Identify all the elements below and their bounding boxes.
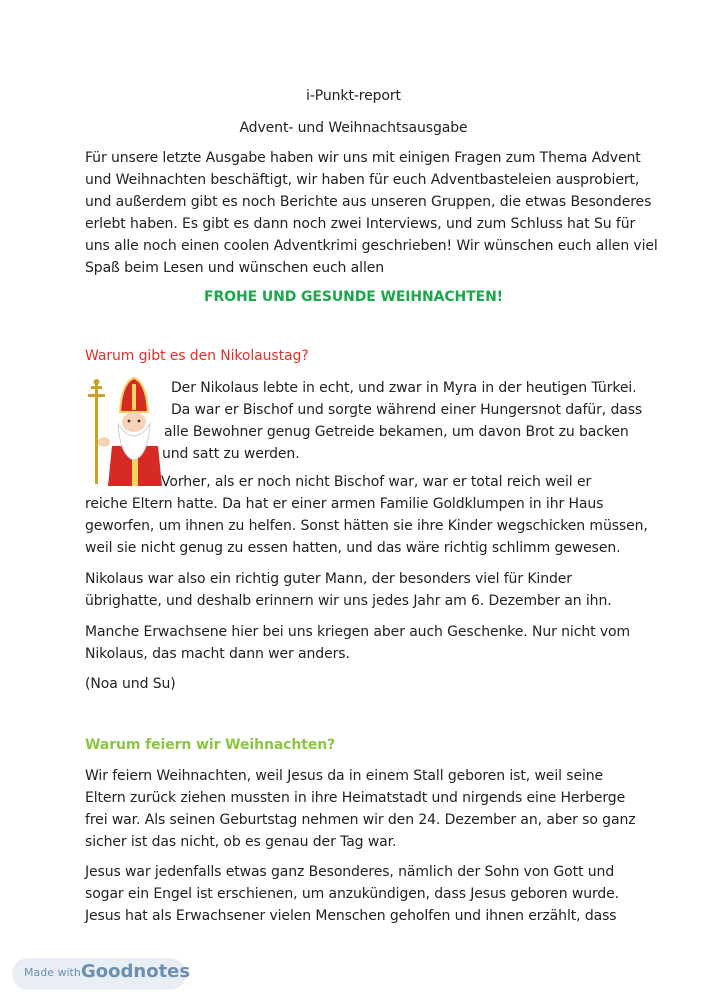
section-heading-weihnachten: Warum feiern wir Weihnachten? <box>85 737 336 753</box>
weihnachten-line: frei war. Als seinen Geburtstag nehmen wir den 24. Dezember an, aber so ganz <box>85 812 636 828</box>
nikolaus-line: alle Bewohner genug Getreide bekamen, um davon Brot zu backen <box>164 424 629 440</box>
intro-line: erlebt haben. Es gibt es dann noch zwei Interviews, und zum Schluss hat Su für <box>85 216 636 232</box>
nikolaus-line: Nikolaus war also ein richtig guter Mann, der besonders viel für Kinder <box>85 571 572 587</box>
nikolaus-line: Da war er Bischof und sorgte während einer Hungersnot dafür, dass <box>171 402 643 418</box>
nikolaus-line: Nikolaus, das macht dann wer anders. <box>85 646 350 662</box>
nikolaus-line: geworfen, um ihnen zu helfen. Sonst hätten sie ihre Kinder wegschicken müssen, <box>85 518 648 534</box>
nikolaus-line: Manche Erwachsene hier bei uns kriegen aber auch Geschenke. Nur nicht vom <box>85 624 631 640</box>
christmas-greeting: FROHE UND GESUNDE WEIHNACHTEN! <box>204 289 503 305</box>
badge-goodnotes-logo: Goodnotes <box>81 961 191 982</box>
nikolaus-line: Vorher, als er noch nicht Bischof war, war er total reich weil er <box>161 474 592 490</box>
weihnachten-line: Eltern zurück ziehen mussten in ihre Heimatstadt und nirgends eine Herberge <box>85 790 626 806</box>
intro-line: Für unsere letzte Ausgabe haben wir uns mit einigen Fragen zum Thema Advent <box>85 150 641 166</box>
nikolaus-line: übrighatte, und deshalb erinnern wir uns jedes Jahr am 6. Dezember an ihn. <box>85 593 612 609</box>
weihnachten-line: sogar ein Engel ist erschienen, um anzukündigen, dass Jesus geboren wurde. <box>85 886 620 902</box>
weihnachten-line: Wir feiern Weihnachten, weil Jesus da in einem Stall geboren ist, weil seine <box>85 768 604 784</box>
intro-line: Spaß beim Lesen und wünschen euch allen <box>85 260 385 276</box>
intro-line: und Weihnachten beschäftigt, wir haben für euch Adventbasteleien ausprobiert, <box>85 172 640 188</box>
section-heading-nikolaus: Warum gibt es den Nikolaustag? <box>85 348 309 364</box>
weihnachten-line: Jesus hat als Erwachsener vielen Menschen geholfen und ihnen erzählt, dass <box>85 908 617 924</box>
intro-line: und außerdem gibt es noch Berichte aus unseren Gruppen, die etwas Besonderes <box>85 194 652 210</box>
weihnachten-line: sicher ist das nicht, ob es genau der Tag war. <box>85 834 397 850</box>
nikolaus-line: reiche Eltern hatte. Da hat er einer armen Familie Goldklumpen in ihr Haus <box>85 496 604 512</box>
nikolaus-line: weil sie nicht genug zu essen hatten, und das wäre richtig schlimm gewesen. <box>85 540 621 556</box>
nikolaus-line: und satt zu werden. <box>162 446 300 462</box>
intro-line: uns alle noch einen coolen Adventkrimi geschrieben! Wir wünschen euch allen viel <box>85 238 658 254</box>
authors-credit: (Noa und Su) <box>85 676 176 692</box>
badge-made-with: Made with <box>24 966 81 979</box>
report-subtitle: Advent- und Weihnachtsausgabe <box>239 120 468 136</box>
weihnachten-line: Jesus war jedenfalls etwas ganz Besonderes, nämlich der Sohn von Gott und <box>85 864 615 880</box>
goodnotes-badge[interactable] <box>12 958 191 990</box>
nikolaus-line: Der Nikolaus lebte in echt, und zwar in Myra in der heutigen Türkei. <box>171 380 637 396</box>
saint-nicholas-illustration <box>82 376 164 486</box>
report-title: i-Punkt-report <box>306 88 401 104</box>
